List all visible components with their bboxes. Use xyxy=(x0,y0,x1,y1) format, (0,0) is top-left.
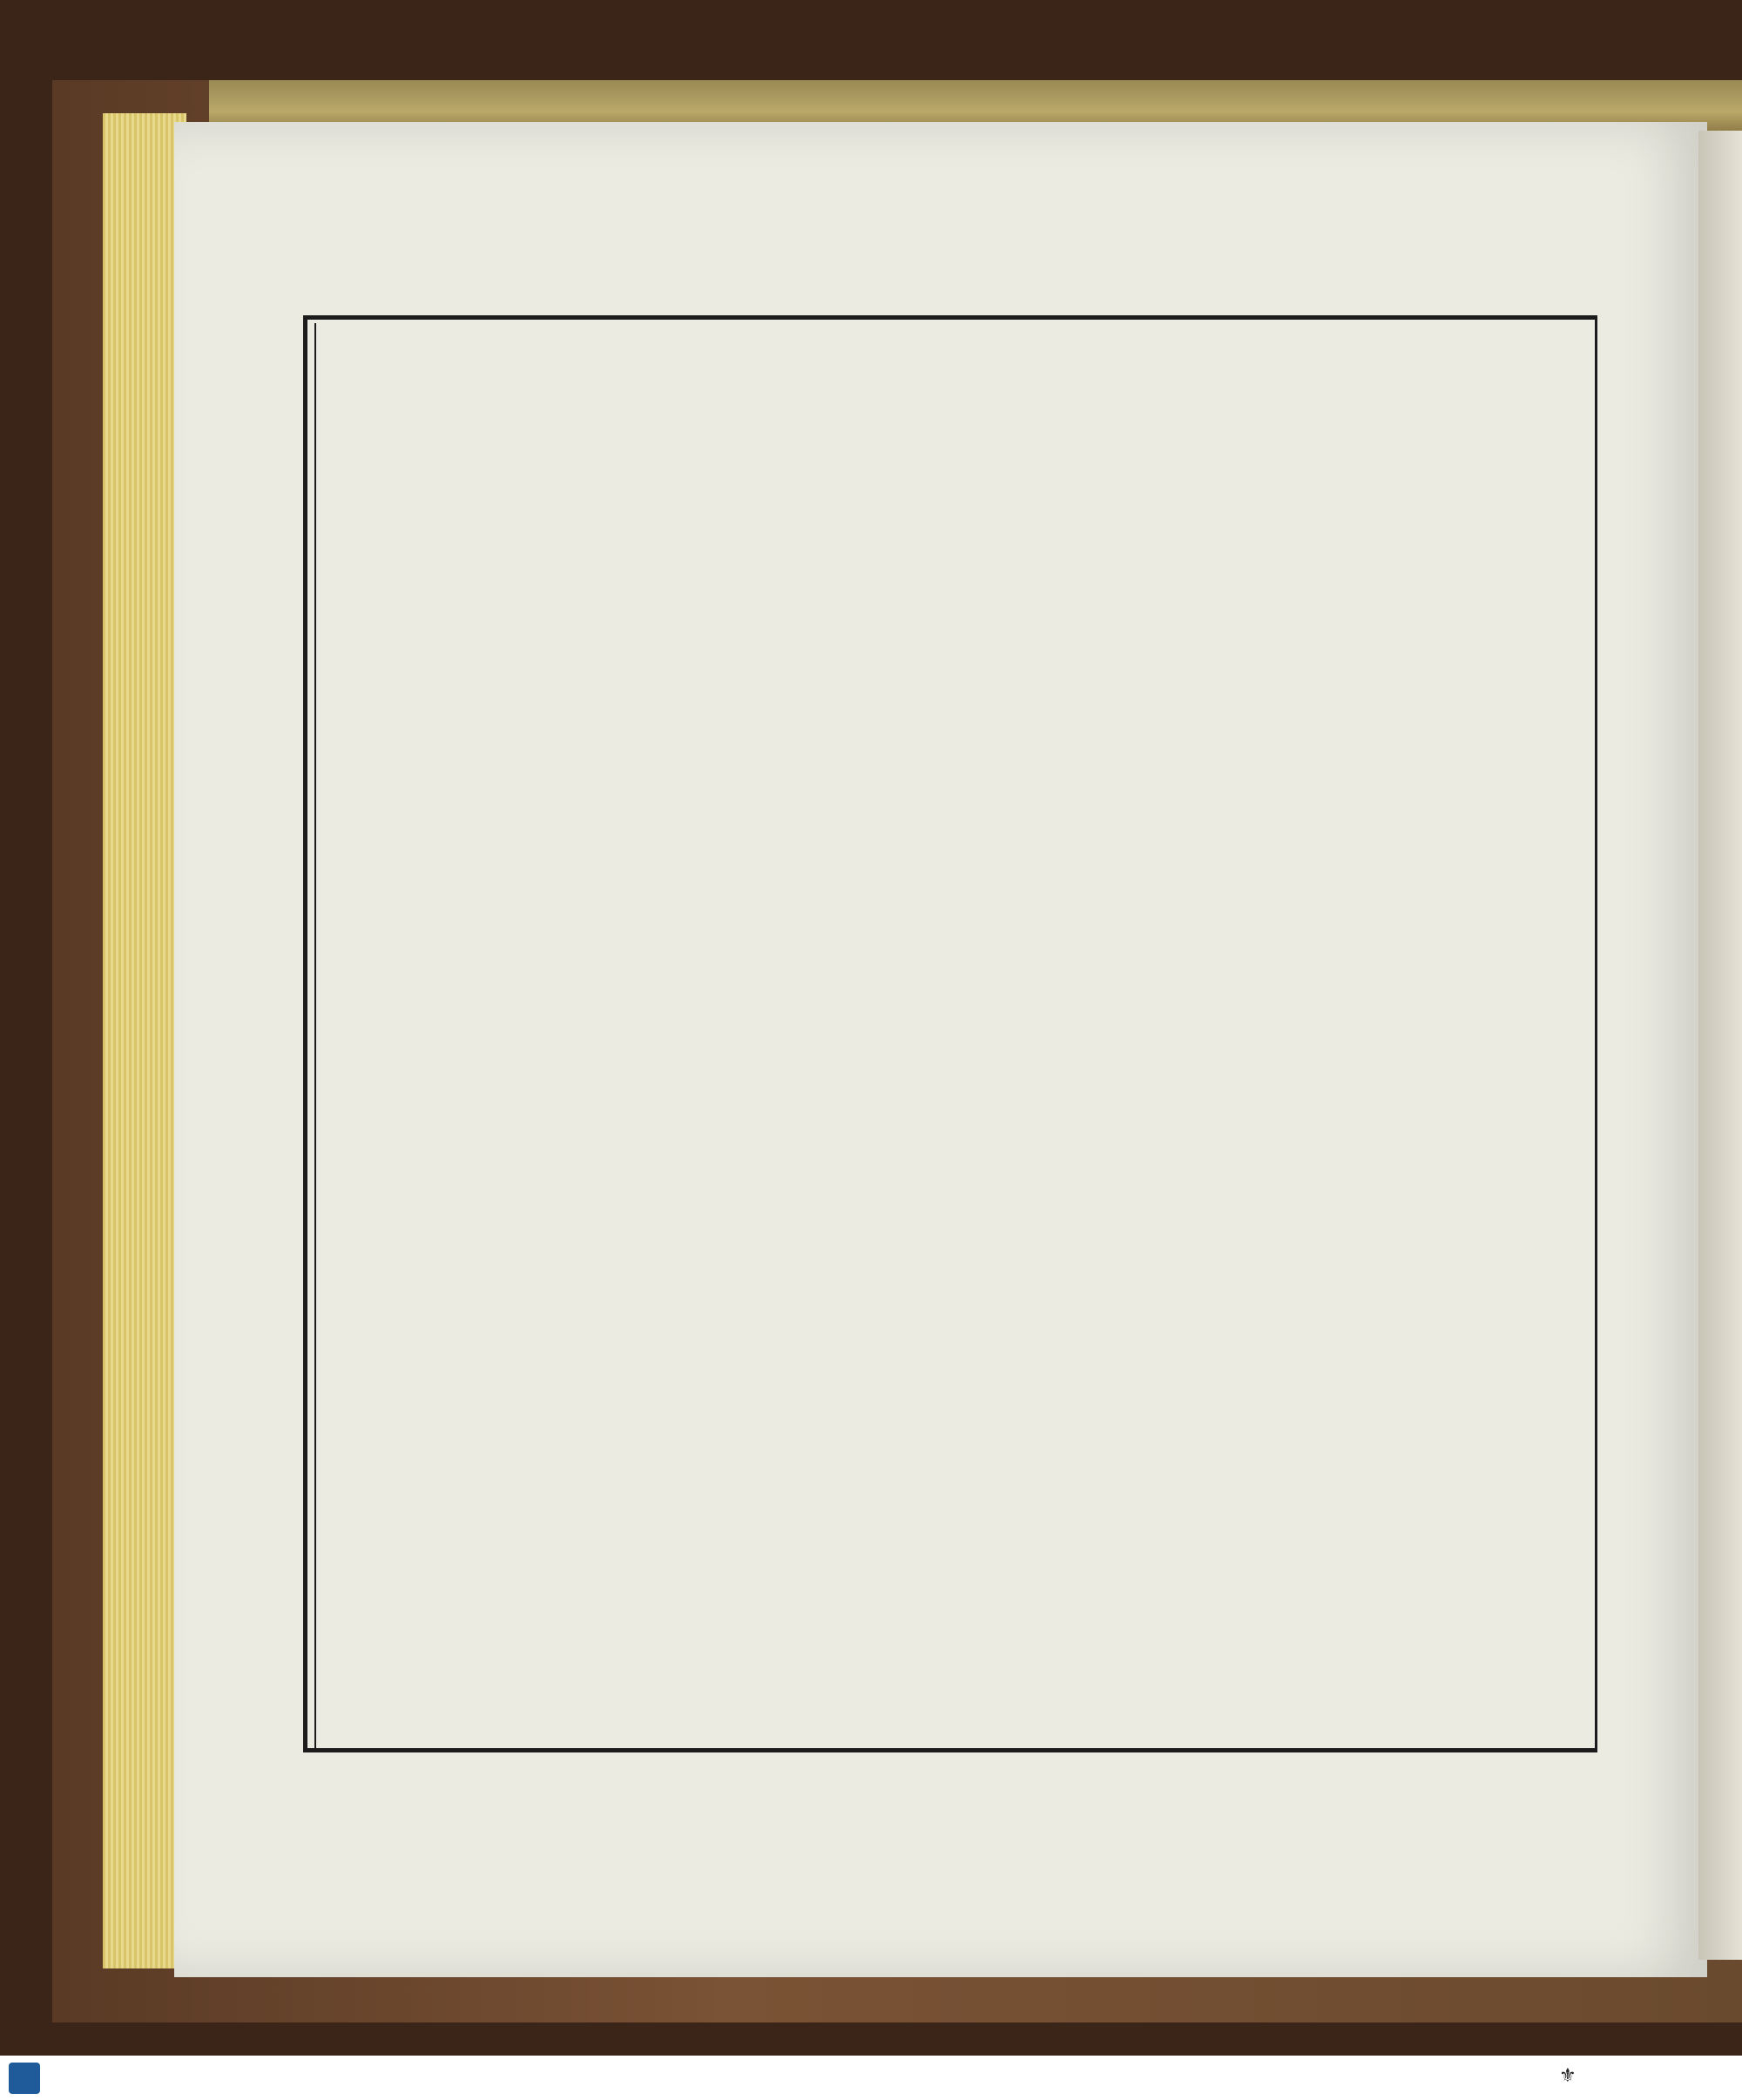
coat-of-arms-icon: ⚜ xyxy=(1559,2064,1577,2086)
library-footer xyxy=(0,2056,1742,2100)
blb-logo-icon xyxy=(9,2063,40,2094)
ledger-table xyxy=(303,315,1597,1752)
ledger-inner-border xyxy=(314,323,1591,1748)
next-page-edge xyxy=(1698,131,1742,1960)
